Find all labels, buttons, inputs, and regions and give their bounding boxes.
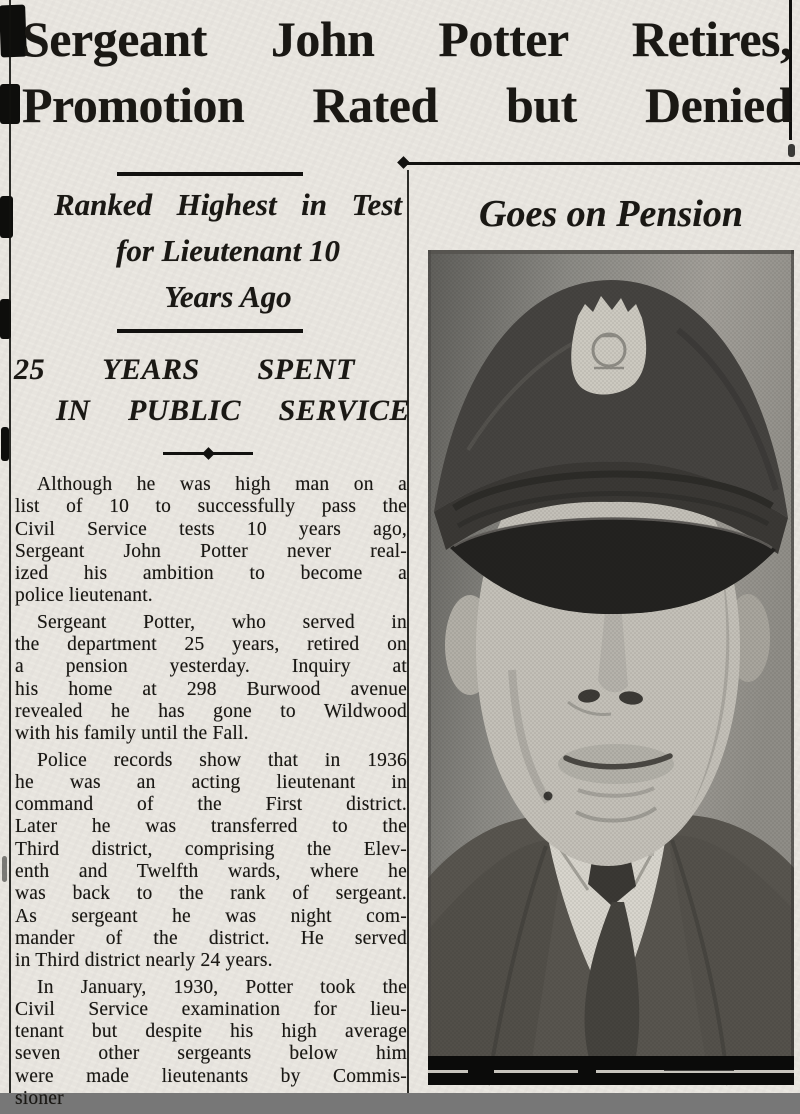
text-line: Although he was high man on a <box>37 474 407 495</box>
text-line: Civil Service tests 10 years ago, <box>15 518 407 540</box>
officer-portrait-photo <box>428 250 794 1085</box>
text-line: As sergeant he was night com- <box>15 905 407 927</box>
deck-rule-top <box>117 172 303 176</box>
headline-divider-rule <box>402 162 800 165</box>
news-paragraph <box>15 612 407 746</box>
section-line-2: IN PUBLIC SERVICE <box>56 394 410 427</box>
text-line: Police records show that in 1936 <box>37 749 407 771</box>
text-line: with his family until the Fall. <box>15 723 249 745</box>
text-line: Later he was transferred to the <box>15 816 407 838</box>
headline-line-1: Sergeant John Potter Retires, <box>22 11 792 67</box>
deck-headline <box>16 182 408 320</box>
text-line: revealed he has gone to Wildwood <box>15 700 407 722</box>
halftone-texture <box>428 250 794 1085</box>
text-line: police lieutenant. <box>15 585 153 607</box>
news-paragraph <box>15 750 407 973</box>
text-line: list of 10 to successfully pass the <box>15 496 407 518</box>
text-line: tenant but despite his high average <box>15 1021 407 1043</box>
text-line: ized his ambition to become a <box>15 563 407 585</box>
text-line: In January, 1930, Potter took the <box>37 976 407 998</box>
diamond-ornament-icon <box>397 156 410 169</box>
column-rule-left <box>9 0 11 1093</box>
section-headline <box>14 349 410 431</box>
section-line-1: 25 YEARS SPENT <box>14 353 355 386</box>
text-line: seven other sergeants below him <box>15 1043 407 1065</box>
diamond-ornament-icon <box>202 447 215 460</box>
text-line: command of the First district. <box>15 794 407 816</box>
portrait-halftone-image <box>428 250 794 1085</box>
news-paragraph <box>15 977 407 1111</box>
headline-line-2: Promotion Rated but Denied <box>22 77 792 133</box>
text-line: the department 25 years, retired on <box>15 634 407 656</box>
headline <box>22 6 792 138</box>
news-paragraph <box>15 474 407 608</box>
text-line: were made lieutenants by Commis- <box>15 1065 407 1087</box>
deck-line-3: Years Ago <box>164 279 292 314</box>
text-line: was back to the rank of sergeant. <box>15 883 407 905</box>
text-line: in Third district nearly 24 years. <box>15 950 273 972</box>
text-line: his home at 298 Burwood avenue <box>15 678 407 700</box>
text-line: mander of the district. He served <box>15 927 407 949</box>
text-line: enth and Twelfth wards, where he <box>15 861 407 883</box>
text-line: Sergeant Potter, who served in <box>37 611 407 633</box>
deck-rule-bottom <box>117 329 303 333</box>
photo-bottom-border <box>428 1056 794 1085</box>
torn-edge-mark <box>2 856 7 882</box>
text-line: Sergeant John Potter never real- <box>15 540 407 562</box>
torn-edge-mark <box>788 144 795 157</box>
article-body <box>15 474 407 1114</box>
text-line: Third district, comprising the Elev- <box>15 838 407 860</box>
text-line: he was an acting lieutenant in <box>15 771 407 793</box>
torn-edge-mark <box>1 427 9 461</box>
text-line: sioner <box>15 1088 64 1110</box>
torn-edge-mark <box>0 196 13 238</box>
deck-line-2: for Lieutenant 10 <box>116 233 340 268</box>
deck-line-1: Ranked Highest in Test <box>54 187 402 222</box>
photo-caption: Goes on Pension <box>479 193 743 235</box>
text-line: Civil Service examination for lieu- <box>15 998 407 1020</box>
text-line: a pension yesterday. Inquiry at <box>15 656 407 678</box>
